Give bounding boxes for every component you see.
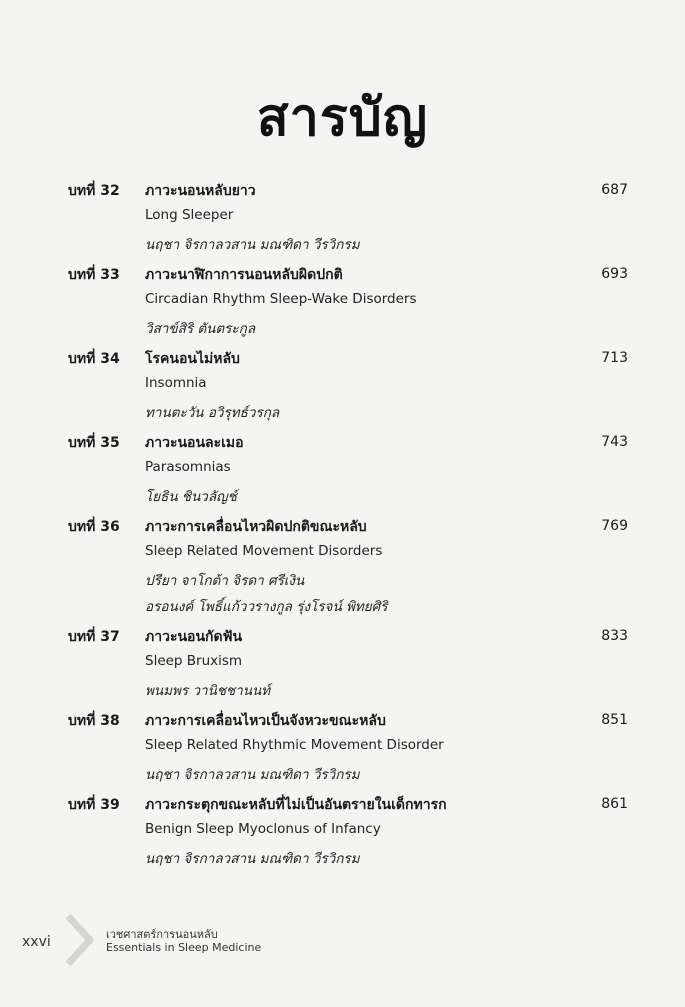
chapter-authors: อรอนงค์ โพธิ์แก้ววรางกูล รุ่งโรจน์ พิทยศิริ xyxy=(145,599,388,615)
chapter-authors: พนมพร วานิชชานนท์ xyxy=(145,683,271,699)
chapter-title-english: Sleep Related Movement Disorders xyxy=(145,543,383,559)
chapter-number: บทที่ 34 xyxy=(68,351,120,367)
chapter-title-thai: ภาวะการเคลื่อนไหวผิดปกติขณะหลับ xyxy=(145,519,367,535)
chapter-title-thai: ภาวะนอนกัดฟัน xyxy=(145,629,243,645)
chapter-number: บทที่ 35 xyxy=(68,435,120,451)
chapter-title-thai: ภาวะนอนหลับยาว xyxy=(145,183,256,199)
chapter-number: บทที่ 37 xyxy=(68,629,120,645)
chapter-page-number: 743 xyxy=(601,434,628,450)
chapter-authors: นฤชา จิรกาลวสาน มณฑิดา วีรวิกรม xyxy=(145,237,360,253)
chapter-authors: วิสาข์สิริ ตันตระกูล xyxy=(145,321,256,337)
chapter-page-number: 861 xyxy=(601,796,628,812)
chapter-number: บทที่ 38 xyxy=(68,713,120,729)
chapter-page-number: 687 xyxy=(601,182,628,198)
chapter-number: บทที่ 39 xyxy=(68,797,120,813)
chapter-title-thai: ภาวะนาฬิกาการนอนหลับผิดปกติ xyxy=(145,267,343,283)
chapter-number: บทที่ 32 xyxy=(68,183,120,199)
chapter-title-thai: โรคนอนไม่หลับ xyxy=(145,351,240,367)
chevron-right-icon xyxy=(60,912,100,972)
page-title: สารบัญ xyxy=(256,88,429,148)
chapter-title-english: Sleep Bruxism xyxy=(145,653,243,669)
chapter-title-english: Sleep Related Rhythmic Movement Disorder xyxy=(145,737,444,753)
chapter-authors: โยธิน ชินวลัญช์ xyxy=(145,489,237,505)
chapter-page-number: 769 xyxy=(601,518,628,534)
chapter-number: บทที่ 36 xyxy=(68,519,120,535)
chapter-title-thai: ภาวะกระตุกขณะหลับที่ไม่เป็นอันตรายในเด็กทารก xyxy=(145,797,447,813)
footer-book-title-english: Essentials in Sleep Medicine xyxy=(106,941,262,954)
chapter-authors: ทานตะวัน อวิรุทธ์วรกุล xyxy=(145,405,280,421)
chapter-page-number: 713 xyxy=(601,350,628,366)
chapter-title-english: Parasomnias xyxy=(145,459,231,475)
chapter-authors: นฤชา จิรกาลวสาน มณฑิดา วีรวิกรม xyxy=(145,767,360,783)
chapter-title-english: Long Sleeper xyxy=(145,207,234,223)
chapter-number: บทที่ 33 xyxy=(68,267,120,283)
footer-page-number: xxvi xyxy=(22,934,51,950)
chapter-title-thai: ภาวะนอนละเมอ xyxy=(145,435,244,451)
chapter-page-number: 833 xyxy=(601,628,628,644)
chapter-authors: นฤชา จิรกาลวสาน มณฑิดา วีรวิกรม xyxy=(145,851,360,867)
chapter-authors: ปรียา จาโกต้า จิรดา ศรีเงิน xyxy=(145,573,305,589)
chapter-page-number: 851 xyxy=(601,712,628,728)
chapter-title-english: Circadian Rhythm Sleep-Wake Disorders xyxy=(145,291,417,307)
footer-book-title-thai: เวชศาสตร์การนอนหลับ xyxy=(106,928,218,941)
chapter-title-english: Benign Sleep Myoclonus of Infancy xyxy=(145,821,381,837)
chapter-title-thai: ภาวะการเคลื่อนไหวเป็นจังหวะขณะหลับ xyxy=(145,713,386,729)
chapter-page-number: 693 xyxy=(601,266,628,282)
chapter-title-english: Insomnia xyxy=(145,375,207,391)
